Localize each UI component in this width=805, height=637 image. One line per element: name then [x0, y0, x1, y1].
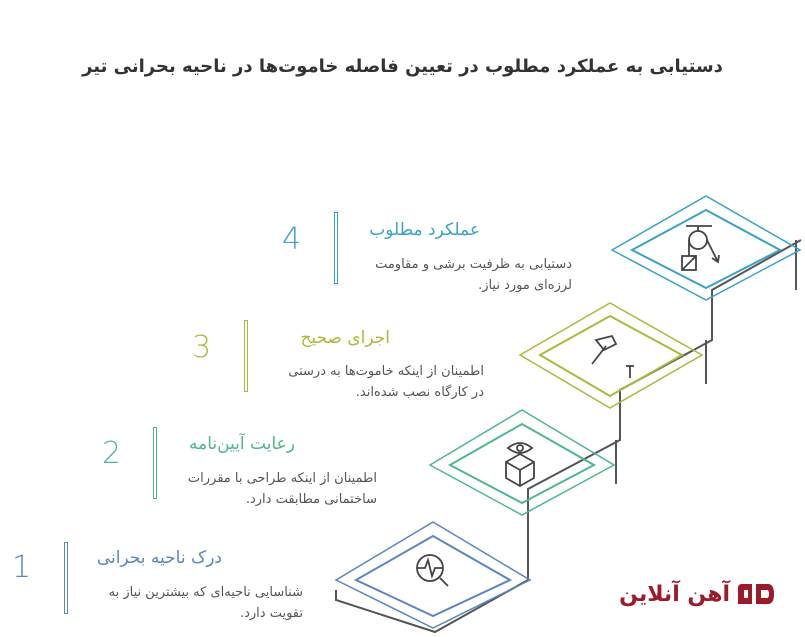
brand-logo — [596, 578, 776, 610]
step-2-description: اطمینان از اینکه طراحی با مقررات ساختمانی مطابقت دارد. — [187, 471, 377, 507]
step-1-bar — [64, 542, 68, 614]
step-3-bar — [244, 320, 248, 392]
step-4-bar — [334, 212, 338, 284]
step-platform-2 — [430, 410, 614, 515]
logo-mark-icon — [736, 580, 776, 608]
step-3-description: اطمینان از اینکه خاموت‌ها به درستی در کارگاه نصب شده‌اند. — [288, 364, 484, 400]
step-3-heading: اجرای صحیح — [300, 328, 390, 348]
step-2-bar — [153, 427, 157, 499]
pulley-weight-icon — [682, 226, 719, 270]
step-4-description: دستیابی به ظرفیت برشی و مقاومت لرزه‌ای مورد نیاز. — [375, 257, 572, 293]
step-4-heading: عملکرد مطلوب — [369, 220, 480, 240]
step-platform-3 — [520, 303, 702, 408]
step-1-description: شناسایی ناحیه‌ای که بیشترین نیاز به تقویت دارد. — [108, 585, 303, 621]
hammer-nail-icon — [592, 336, 634, 378]
page-title: دستیابی به عملکرد مطلوب در تعیین فاصله خاموت‌ها در ناحیه بحرانی تیر — [82, 56, 723, 77]
step-2-heading: رعایت آیین‌نامه — [188, 434, 295, 454]
step-1-heading: درک ناحیه بحرانی — [96, 548, 222, 568]
step-3-number: 3 — [192, 330, 212, 365]
stairs-outline — [336, 240, 801, 632]
step-2-number: 2 — [102, 436, 122, 471]
step-platform-1 — [336, 522, 530, 628]
step-platform-4 — [612, 196, 800, 300]
eye-cube-icon — [506, 443, 534, 486]
heartbeat-magnifier-icon — [417, 555, 448, 586]
step-4-number: 4 — [282, 222, 302, 257]
logo-text: آهن آنلاین — [619, 581, 730, 607]
step-1-number: 1 — [12, 550, 32, 585]
